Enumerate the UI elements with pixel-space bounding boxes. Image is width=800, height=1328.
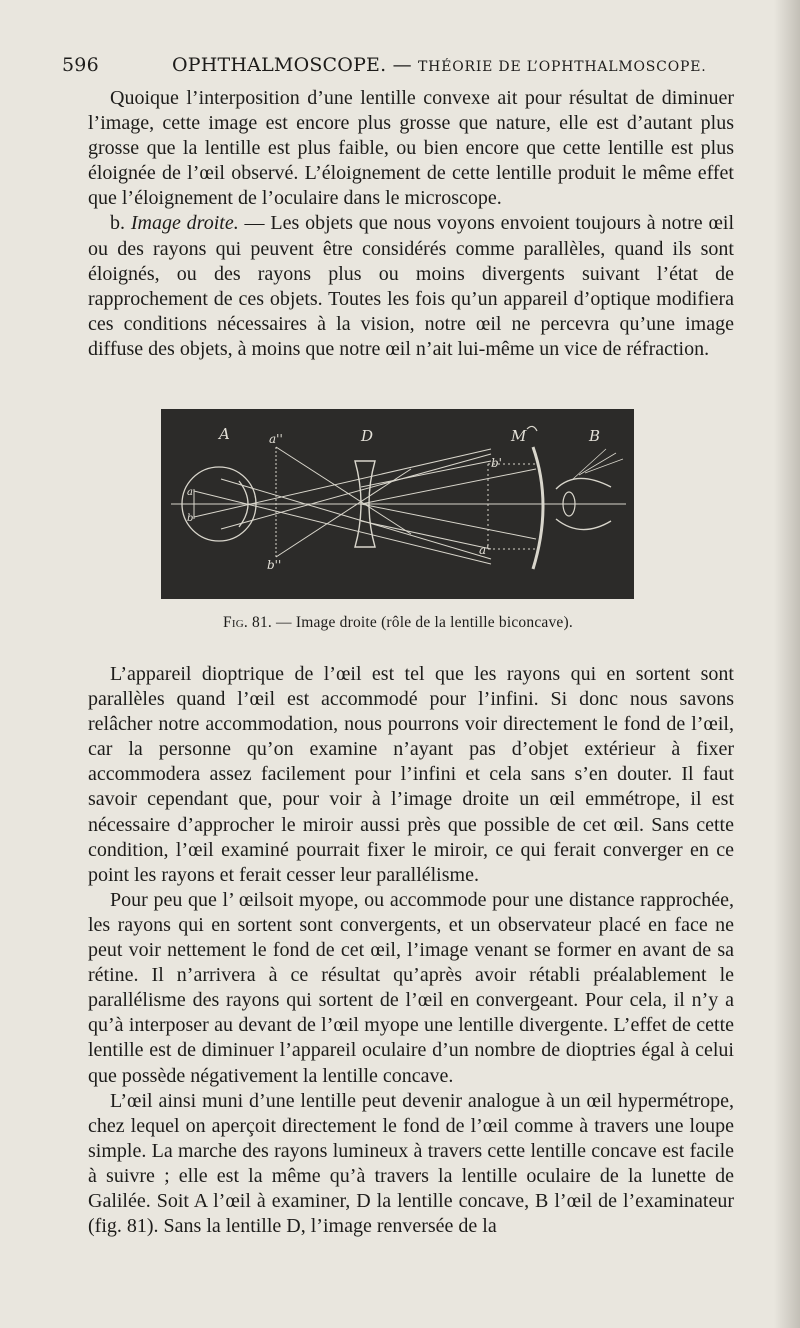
paragraph-galilee: L’œil ainsi muni d’une lentille peut devenir analogue à un œil hypermétrope, chez lequel on aperçoit directement le fond de l’œil comme à travers une loupe simple. La marche des rayons lumineux à travers cette lentille concave est facile à suivre ; elle est la même qu’à travers la lentille oculaire de la lunette de Galilée. Soit A l’œil à examiner, D la lentille concave, B l’œil de l’examinateur (fig. 81). Sans la lentille D, l’image renversée de la xyxy=(88,1089,734,1238)
page-number: 596 xyxy=(62,54,99,76)
label-b1: b' xyxy=(491,456,502,470)
label-b: B xyxy=(589,427,601,445)
label-a: A xyxy=(219,425,230,443)
paragraph-b-prefix: b. xyxy=(110,212,131,235)
paragraph-b-text: — Les objets que nous voyons envoient toujours à notre œil ou des rayons qui peuvent être considérés comme parallèles, quand ils sont éloignés, ou des rayons plus ou moins divergents suivant l’état de rapprochement de ces objets. Toutes les fois qu’un appareil d’optique modifiera ces conditions nécessaires à la vision, notre œil ne percevra qu’une image diffuse des objets, à moins que notre œil n’ait lui-même un vice de réfraction. xyxy=(88,212,735,360)
label-b2: b'' xyxy=(267,558,282,572)
eye-b-lashes xyxy=(573,449,623,479)
paragraph-b-italic-title: Image droite. xyxy=(130,212,239,235)
label-a-eye: a xyxy=(187,487,193,498)
paragraph-dioptric: L’appareil dioptrique de l’œil est tel que les rayons qui en sortent sont parallèles quand l’œil est accommodé pour l’infini. Si donc nous savons relâcher notre accommodation, nous pourrons voir directement le fond de l’œil, car la personne qu’on examine n’ayant pas d’objet extérieur à fixer accommodera assez facilement pour l’infini et cela sans s’en douter. Il faut savoir cependant que, pour voir à l’image droite un œil emmétrope, il est nécessaire d’approcher le miroir aussi près que possible de cet œil. Sans cette condition, l’œil examiné pourrait fixer le miroir, ce qui ferait converger en ce point les rayons et ferait cesser leur parallélisme. xyxy=(88,663,734,886)
body-text-top xyxy=(88,86,734,362)
optics-diagram xyxy=(161,409,634,599)
ray-10 xyxy=(361,504,536,539)
running-title xyxy=(172,54,706,76)
eye-b-lower-lid xyxy=(556,519,611,530)
caption-label: Fig. 81. xyxy=(223,614,272,631)
mirror-handle-mark xyxy=(527,426,537,431)
paragraph-image-droite xyxy=(88,211,734,362)
ray-2 xyxy=(194,449,491,517)
body-text-bottom xyxy=(88,662,734,1239)
running-title-small: THÉORIE DE L’OPHTHALMOSCOPE. xyxy=(418,59,707,75)
label-a2: a'' xyxy=(269,432,283,446)
figure-81-diagram xyxy=(161,409,634,599)
label-m: M xyxy=(511,427,527,445)
ray-5 xyxy=(276,447,411,534)
ray-6 xyxy=(276,469,411,557)
eye-b-upper-lid xyxy=(556,478,611,489)
ray-1 xyxy=(194,491,491,564)
mirror-m xyxy=(533,447,543,569)
ray-9 xyxy=(361,469,536,504)
label-a1: a' xyxy=(479,543,490,557)
caption-text: — Image droite (rôle de la lentille biconcave). xyxy=(271,614,573,631)
figure-caption xyxy=(162,614,634,632)
label-b-eye: b xyxy=(187,513,194,524)
running-header xyxy=(62,54,732,80)
paragraph-myope: Pour peu que l’ œilsoit myope, ou accommode pour une distance rapprochée, les rayons qui en sortent sont convergents, et un observateur placé en face ne peut voir nettement le fond de cet œil, l’image venant se former en avant de sa rétine. Il n’arrivera à ce résultat qu’après avoir rétabli préalablement le parallélisme des rayons qui sortent de l’œil en convergeant. Pour cela, il n’y a qu’à interposer au devant de l’œil myope une lentille divergente. L’effet de cette lentille est de diminuer l’appareil oculaire d’un nombre de dioptries égal à celui que possède négativement la lentille concave. xyxy=(88,888,734,1087)
label-d: D xyxy=(361,427,374,445)
ray-8 xyxy=(361,521,491,549)
running-title-main: OPHTHALMOSCOPE. — xyxy=(172,54,419,76)
paragraph-convex-lens: Quoique l’interposition d’une lentille convexe ait pour résultat de diminuer l’image, cette image est encore plus grosse que nature, elle est d’autant plus grosse que la lentille est plus faible, ou bien encore que cette lentille est plus éloignée de l’œil observé. L’éloignement de cette lentille produit le même effet que l’éloignement de l’oculaire dans le microscope. xyxy=(88,87,734,210)
page-edge-shadow xyxy=(774,0,800,1328)
